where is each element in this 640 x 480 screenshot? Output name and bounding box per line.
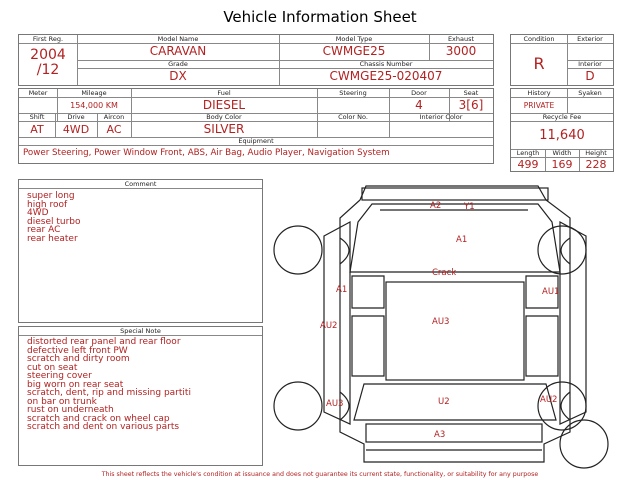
disclaimer: This sheet reflects the vehicle's condition at issuance and does not guarantee its current state, functionality, or suitability for any purpose <box>101 471 539 478</box>
list-item: steering cover <box>27 371 92 381</box>
height-label: Height <box>585 149 607 157</box>
model-type-label: Model Type <box>335 35 373 43</box>
interior-label: Interior <box>578 60 602 68</box>
history-label: History <box>527 89 551 97</box>
body-color-value: SILVER <box>203 122 245 136</box>
car-damage-diagram <box>268 180 620 470</box>
history-table <box>510 88 614 172</box>
grade-label: Grade <box>168 60 188 68</box>
model-name-label: Model Name <box>157 35 199 43</box>
damage-mark-au3-rear-left: AU3 <box>326 399 344 409</box>
front-bumper <box>362 188 548 200</box>
history-value: PRIVATE <box>523 101 555 110</box>
list-item: on bar on trunk <box>27 396 97 407</box>
damage-mark-a1-left: A1 <box>336 285 348 295</box>
steering-label: Steering <box>339 89 367 97</box>
rear-window <box>354 384 556 420</box>
exhaust-value: 3000 <box>445 44 477 58</box>
syaken-label: Syaken <box>578 89 602 97</box>
damage-mark-crack: Crack <box>432 268 457 278</box>
list-item: distorted rear panel and rear floor <box>27 337 181 347</box>
list-item: rust on underneath <box>27 405 114 415</box>
fuel-label: Fuel <box>217 89 231 97</box>
color-no-label: Color No. <box>338 113 368 121</box>
equipment-label: Equipment <box>238 137 274 145</box>
roof <box>386 282 524 380</box>
condition-value: R <box>533 54 545 73</box>
aircon-label: Aircon <box>103 113 125 121</box>
comment-label: Comment <box>124 180 157 188</box>
interior-value: D <box>585 69 595 83</box>
seat-value: 3[6] <box>458 98 484 112</box>
chassis-number-value: CWMGE25-020407 <box>329 69 443 83</box>
list-item: big worn on rear seat <box>27 379 124 390</box>
mileage-label: Mileage <box>81 89 107 97</box>
damage-mark-a1-top: A1 <box>456 235 468 245</box>
list-item: rear heater <box>27 233 78 244</box>
shift-label: Shift <box>29 113 45 121</box>
first-reg-label: First Reg. <box>32 35 64 43</box>
vehicle-specs-table <box>18 88 494 164</box>
list-item: defective left front PW <box>27 345 128 356</box>
condition-label: Condition <box>523 35 555 43</box>
front-left-wheel <box>274 226 322 274</box>
damage-mark-y1: Y1 <box>464 202 475 212</box>
length-label: Length <box>516 149 540 157</box>
comment-box <box>18 179 263 323</box>
first-reg-value: 2004 /12 <box>30 47 66 78</box>
exterior-label: Exterior <box>577 35 603 43</box>
recycle-fee-label: Recycle Fee <box>542 113 582 121</box>
damage-mark-au2-rear-right: AU2 <box>540 395 558 405</box>
meter-label: Meter <box>28 89 48 97</box>
interior-color-label: Interior Color <box>419 113 463 121</box>
equipment-value: Power Steering, Power Window Front, ABS, Air Bag, Audio Player, Navigation System <box>23 148 390 158</box>
comment-list <box>27 192 81 243</box>
windshield <box>350 204 560 272</box>
exhaust-label: Exhaust <box>447 35 475 43</box>
list-item: scratch, dent, rip and missing partiti <box>27 388 191 398</box>
width-label: Width <box>552 149 572 157</box>
list-item: scratch and dent on various parts <box>27 422 180 432</box>
page-title: Vehicle Information Sheet <box>223 8 417 26</box>
condition-table <box>510 34 614 86</box>
list-item: scratch and crack on wheel cap <box>27 413 170 424</box>
list-item: 4WD <box>27 208 49 218</box>
damage-mark-au3-center: AU3 <box>432 317 450 327</box>
list-item: scratch and dirty room <box>27 354 130 364</box>
damage-mark-u2: U2 <box>438 397 450 407</box>
drive-label: Drive <box>67 113 85 121</box>
spare-wheel <box>560 420 608 468</box>
damage-mark-au1-right: AU1 <box>542 287 560 297</box>
recycle-fee-value: 11,640 <box>539 128 585 143</box>
list-item: rear AC <box>27 225 61 235</box>
chassis-number-label: Chassis Number <box>359 60 413 68</box>
list-item: super long <box>27 191 75 201</box>
mileage-value: 154,000 KM <box>70 101 118 110</box>
special-note-label: Special Note <box>120 327 161 335</box>
damage-mark-a2: A2 <box>430 201 442 211</box>
fuel-value: DIESEL <box>202 98 246 112</box>
rear-left-wheel <box>274 382 322 430</box>
door-value: 4 <box>415 98 423 112</box>
grade-value: DX <box>169 69 187 83</box>
list-item: high roof <box>27 199 68 210</box>
vehicle-info-table <box>18 34 494 86</box>
front-right-wheel <box>538 226 586 274</box>
special-note-box <box>18 326 263 466</box>
list-item: cut on seat <box>27 362 78 373</box>
model-type-value: CWMGE25 <box>322 44 386 58</box>
body-color-label: Body Color <box>206 113 242 121</box>
drive-value: 4WD <box>62 123 90 136</box>
seat-label: Seat <box>463 89 479 97</box>
special-note-list <box>27 338 191 432</box>
damage-mark-a3: A3 <box>434 430 446 440</box>
model-name-value: CARAVAN <box>149 44 207 58</box>
width-value: 169 <box>551 158 573 171</box>
shift-value: AT <box>30 123 44 136</box>
door-label: Door <box>411 89 427 97</box>
length-value: 499 <box>517 158 539 171</box>
damage-mark-au2-left: AU2 <box>320 321 338 331</box>
height-value: 228 <box>585 158 607 171</box>
aircon-value: AC <box>106 123 122 136</box>
list-item: diesel turbo <box>27 216 81 227</box>
rear-panel <box>366 424 542 442</box>
